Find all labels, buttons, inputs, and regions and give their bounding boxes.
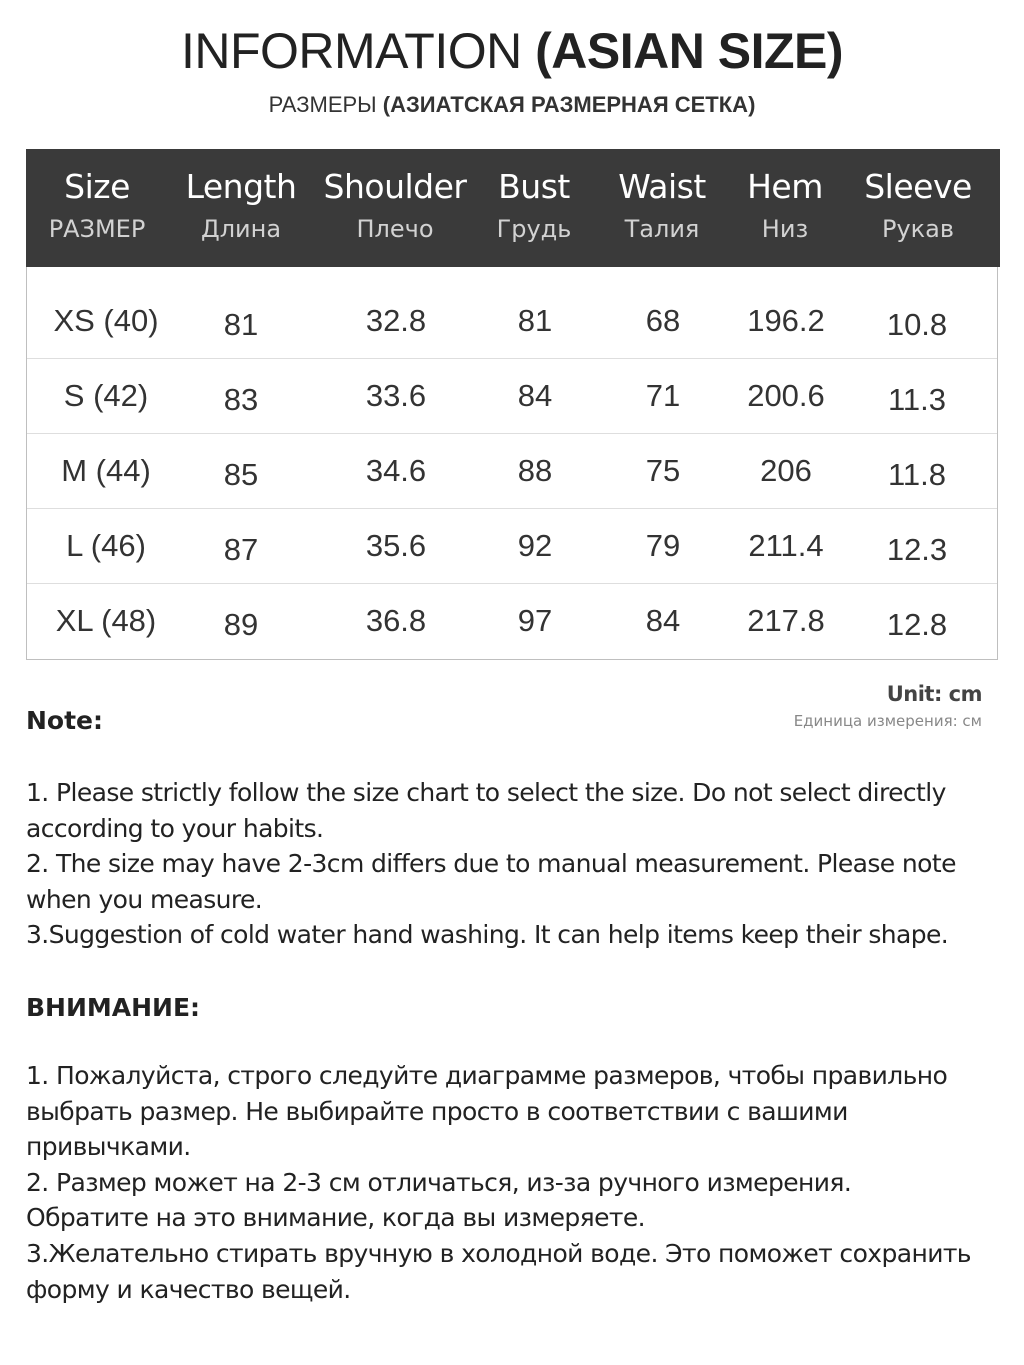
header-label-en: Shoulder xyxy=(323,167,467,206)
subtitle-main: РАЗМЕРЫ xyxy=(268,92,377,117)
header-label-ru: Грудь xyxy=(496,215,572,243)
table-row xyxy=(27,584,997,658)
cell-length: 85 xyxy=(223,457,259,492)
cell-hem: 206 xyxy=(760,453,812,488)
note-heading-ru: ВНИМАНИЕ: xyxy=(26,993,201,1022)
cell-waist: 71 xyxy=(645,378,681,413)
cell-waist: 75 xyxy=(645,453,681,488)
cell-shoulder: 35.6 xyxy=(365,528,427,563)
note-line: 1. Please strictly follow the size chart to select the size. Do not select directly xyxy=(26,778,946,807)
header-label-en: Hem xyxy=(747,167,823,206)
header-sleeve xyxy=(838,149,998,267)
cell-sleeve: 11.3 xyxy=(887,382,947,417)
title-main: INFORMATION xyxy=(180,23,522,79)
title-asian-size: (ASIAN SIZE) xyxy=(535,23,844,79)
cell-sleeve: 12.8 xyxy=(886,607,948,642)
cell-sleeve: 11.8 xyxy=(887,457,947,492)
cell-hem: 211.4 xyxy=(748,528,824,563)
note-line: Обратите на это внимание, когда вы измеряете. xyxy=(26,1203,645,1233)
note-text-ru xyxy=(26,1058,1016,1307)
header-label-en: Waist xyxy=(618,167,706,206)
note-line: 2. The size may have 2-3cm differs due to manual measurement. Please note xyxy=(26,849,956,879)
cell-sleeve: 12.3 xyxy=(886,532,948,567)
unit-label xyxy=(794,682,982,730)
cell-bust: 97 xyxy=(517,603,553,638)
header-label-ru: Плечо xyxy=(356,215,434,243)
header-bust xyxy=(476,149,592,267)
header-label-en: Bust xyxy=(498,167,570,206)
cell-shoulder: 36.8 xyxy=(365,603,427,638)
cell-waist: 79 xyxy=(645,528,681,563)
note-line: 3.Suggestion of cold water hand washing. It can help items keep their shape. xyxy=(26,920,949,950)
header-label-ru: Низ xyxy=(761,215,809,243)
cell-bust: 84 xyxy=(517,378,553,413)
cell-length: 89 xyxy=(223,607,259,642)
table-row xyxy=(27,434,997,509)
note-line: according to your habits. xyxy=(26,813,324,843)
header-label-ru: Рукав xyxy=(881,215,955,243)
cell-length: 83 xyxy=(223,382,259,417)
header-label-en: Length xyxy=(185,167,297,206)
header-shoulder xyxy=(314,149,476,267)
cell-hem: 217.8 xyxy=(747,603,825,638)
cell-hem: 200.6 xyxy=(747,378,825,413)
table-row xyxy=(27,509,997,584)
note-line: when you measure. xyxy=(26,884,263,914)
header-length xyxy=(168,149,314,267)
page-subtitle xyxy=(0,92,1024,118)
cell-sleeve: 10.8 xyxy=(886,307,948,342)
header-label-en: Sleeve xyxy=(864,167,972,206)
cell-waist: 84 xyxy=(645,603,681,638)
cell-bust: 92 xyxy=(517,528,553,563)
cell-length: 81 xyxy=(223,307,259,342)
cell-shoulder: 32.8 xyxy=(365,303,427,338)
header-label-en: Size xyxy=(64,167,130,206)
cell-length: 87 xyxy=(223,532,259,567)
table-row xyxy=(27,284,997,359)
note-line: 2. Размер может на 2-3 см отличаться, из-за ручного измерения. xyxy=(26,1167,852,1197)
unit-label-en: Unit: cm xyxy=(886,682,982,706)
header-label-ru: Длина xyxy=(200,215,282,243)
table-header xyxy=(26,149,1000,267)
page-title xyxy=(0,22,1024,80)
note-line: 3.Желательно стирать вручную в холодной воде. Это поможет сохранить xyxy=(26,1238,971,1268)
table-row xyxy=(27,359,997,434)
cell-waist: 68 xyxy=(645,303,681,338)
cell-shoulder: 34.6 xyxy=(365,453,427,488)
cell-size: XS (40) xyxy=(53,303,159,338)
header-size xyxy=(26,149,168,267)
cell-hem: 196.2 xyxy=(747,303,825,338)
note-line: 1. Пожалуйста, строго следуйте диаграмме размеров, чтобы правильно xyxy=(26,1061,948,1090)
header-label-ru: Талия xyxy=(624,215,700,243)
subtitle-asian-size: (АЗИАТСКАЯ РАЗМЕРНАЯ СЕТКА) xyxy=(382,92,756,117)
note-text-en xyxy=(26,775,1016,953)
note-line: форму и качество вещей. xyxy=(26,1274,351,1304)
cell-bust: 88 xyxy=(517,453,553,488)
size-table xyxy=(26,149,998,660)
note-heading-en: Note: xyxy=(26,706,104,735)
header-hem xyxy=(732,149,838,267)
cell-shoulder: 33.6 xyxy=(365,378,427,413)
cell-size: M (44) xyxy=(61,453,151,488)
note-line: выбрать размер. Не выбирайте просто в соответствии с вашими xyxy=(26,1096,848,1126)
cell-size: S (42) xyxy=(63,378,149,413)
unit-label-ru: Единица измерения: см xyxy=(793,712,982,730)
header-waist xyxy=(592,149,732,267)
cell-bust: 81 xyxy=(517,303,553,338)
note-line: привычками. xyxy=(26,1132,191,1162)
cell-size: XL (48) xyxy=(55,603,157,638)
header-label-ru: РАЗМЕР xyxy=(48,215,146,243)
cell-size: L (46) xyxy=(66,528,146,563)
